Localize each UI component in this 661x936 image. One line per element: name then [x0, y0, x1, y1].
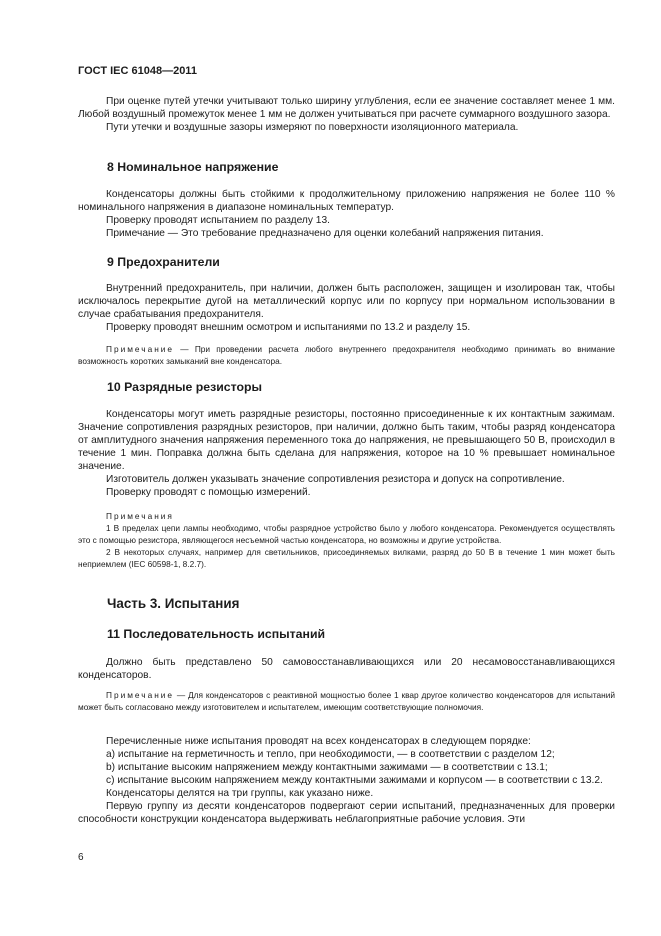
notes-label: Примечания: [106, 511, 174, 521]
list-item: a) испытание на герметичность и тепло, при необходимости, — в соответствии с разделом 12;: [106, 749, 555, 760]
section-10-body: [78, 408, 615, 499]
paragraph: Внутренний предохранитель, при наличии, должен быть расположен, защищен и изолирован так, чтобы исключалось перекрытие дугой на металлический корпус или по корпусу при нормальном использовании в случае срабатывания предохранителя.: [78, 283, 615, 320]
paragraph: Должно быть представлено 50 самовосстанавливающихся или 20 несамовосстанавливающихся конденсаторов.: [78, 657, 615, 681]
note: 1 В пределах цепи лампы необходимо, чтобы разрядное устройство было у любого конденсатора. Рекомендуется осуществлять это с помощью резистора, являющегося несъемной частью конденсатора, но возможны и другие устройства.: [78, 523, 615, 545]
note: [78, 343, 615, 367]
list-item: c) испытание высоким напряжением между контактными зажимами и корпусом — в соответствии с 13.2.: [106, 775, 603, 786]
section-8-body: [78, 188, 615, 240]
section-9-heading: 9 Предохранители: [107, 255, 220, 269]
section-10-notes: [78, 510, 615, 570]
section-11-body: [78, 656, 615, 682]
paragraph: Перечисленные ниже испытания проводят на всех конденсаторах в следующем порядке:: [106, 736, 531, 747]
paragraph: Первую группу из десяти конденсаторов подвергают серии испытаний, предназначенных для проверки способности конструкции конденсатора выдерживать неблагоприятные рабочие условия. Эти: [78, 801, 615, 825]
paragraph: Конденсаторы должны быть стойкими к продолжительному приложению напряжения не более 110 % номинального напряжения в диапазоне номинальных температур.: [78, 189, 615, 213]
section-11-heading: 11 Последовательность испытаний: [107, 627, 326, 641]
paragraph: При оценке путей утечки учитывают только ширину углубления, если ее значение составляет менее 1 мм. Любой воздушный промежуток менее 1 мм не должен учитываться при расчете суммарного воздушного зазора.: [78, 96, 615, 120]
intro-block: [78, 95, 615, 134]
note-label: Примечание: [106, 690, 175, 700]
note-text: — При проведении расчета любого внутреннего предохранителя необходимо принимать во внимание возможность коротких замыканий вне конденсатора.: [78, 344, 615, 366]
paragraph: Проверку проводят с помощью измерений.: [106, 487, 311, 498]
note: 2 В некоторых случаях, например для светильников, присоединяемых вилками, разряд до 50 В в течение 1 мин может быть неприемлем (IEC 60598-1, 8.2.7).: [78, 547, 615, 569]
section-9-note: [78, 343, 615, 367]
section-11-note: [78, 689, 615, 713]
paragraph: Пути утечки и воздушные зазоры измеряют по поверхности изоляционного материала.: [106, 122, 519, 133]
section-10-heading: 10 Разрядные резисторы: [107, 380, 262, 394]
part-3-heading: Часть 3. Испытания: [107, 596, 240, 611]
note-text: — Для конденсаторов с реактивной мощностью более 1 квар другое количество конденсаторов для испытаний может быть согласовано между изготовителем и испытателем, имеющим соответствующие полномочия.: [78, 690, 615, 712]
document-header: ГОСТ IEC 61048—2011: [78, 65, 197, 77]
paragraph: Изготовитель должен указывать значение сопротивления резистора и допуск на сопротивление.: [106, 474, 565, 485]
page-number: 6: [78, 852, 84, 863]
paragraph: Проверку проводят внешним осмотром и испытаниями по 13.2 и разделу 15.: [106, 322, 471, 333]
paragraph: Конденсаторы могут иметь разрядные резисторы, постоянно присоединенные к их контактным зажимам. Значение сопротивления разрядных резисторов, при наличии, должно быть таким, чтобы разряд конденсатора от амплитудного значения напряжения переменного тока до напряжения, не превышающего 50 В, происходил в течение 1 мин. Поправка должна быть сделана для напряжения, которое на 10 % превышает номинальное значение.: [78, 409, 615, 472]
note: [78, 689, 615, 713]
section-8-heading: 8 Номинальное напряжение: [107, 160, 279, 174]
section-9-body: [78, 282, 615, 334]
list-item: b) испытание высоким напряжением между контактными зажимами — в соответствии с 13.1;: [106, 762, 548, 773]
paragraph: Проверку проводят испытанием по разделу 13.: [106, 215, 330, 226]
note-label: Примечание: [106, 344, 175, 354]
paragraph: Конденсаторы делятся на три группы, как указано ниже.: [106, 788, 374, 799]
section-11-list: [78, 735, 615, 826]
paragraph: Примечание — Это требование предназначено для оценки колебаний напряжения питания.: [106, 228, 544, 239]
